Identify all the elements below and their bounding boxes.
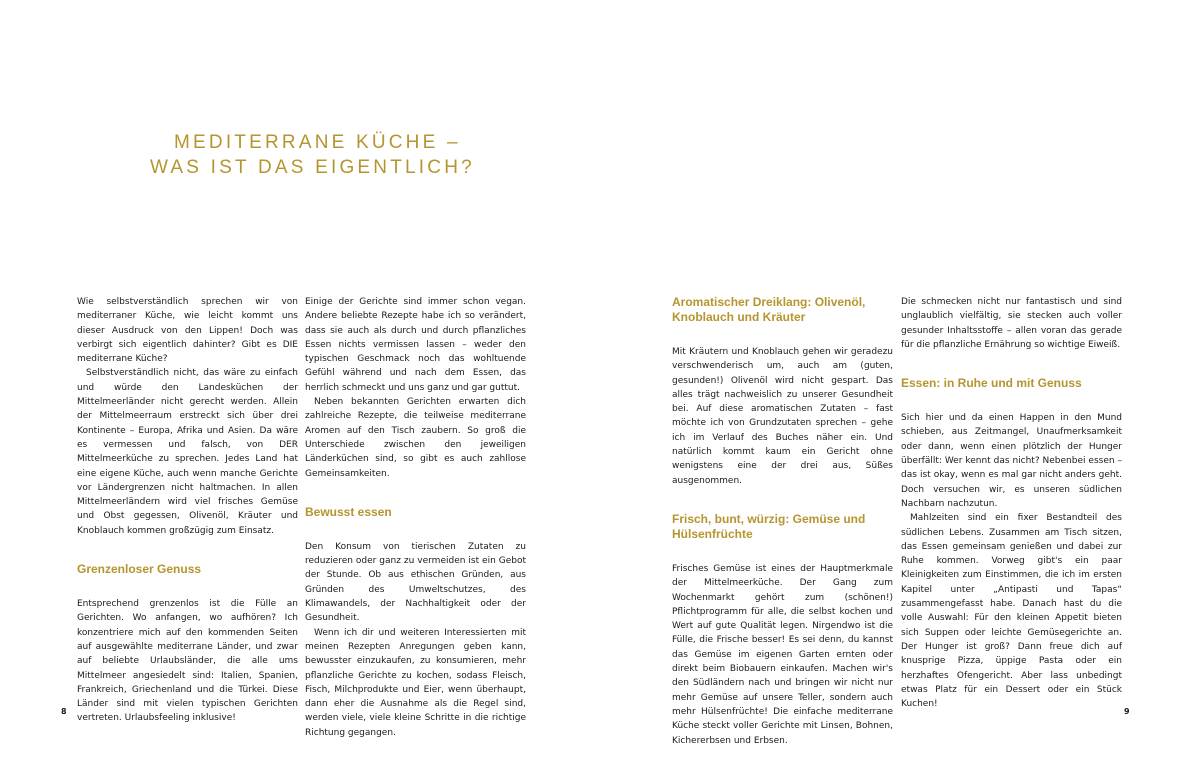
paragraph: Einige der Gerichte sind immer schon vegan. Andere beliebte Rezepte habe ich so verändert, dass sie auch als durch und durch pflanzliches Essen nichts vermissen lassen – weder den typischen Geschmack noch das wohltuende Gefühl während und nach dem Essen, das herrlich schmeckt und uns ganz und gar guttut. xyxy=(305,297,526,393)
page-number-right: 9 xyxy=(1124,707,1130,716)
title-line-1: MEDITERRANE KÜCHE – xyxy=(174,132,461,153)
section-heading-bewusst-essen: Bewusst essen xyxy=(305,504,392,519)
title-line-2: WAS IST DAS EIGENTLICH? xyxy=(150,157,475,178)
paragraph: Mit Kräutern und Knoblauch gehen wir geradezu verschwenderisch um, auch am (guten, gesunden!) Olivenöl wird nicht gespart. Das alles trägt nachweislich zu unserer Gesundheit bei. Auf diese aromatischen Zutaten – fast möchte ich von Grundzutaten sprechen – gehe ich im Verlauf des Buches näher ein. Und natürlich kommt kaum ein Gericht ohne wenigstens eine der drei aus, Süßes ausgenommen. xyxy=(672,347,893,486)
paragraph: Die schmecken nicht nur fantastisch und sind unglaublich vielfältig, sie stecken auch voller gesunder Inhaltsstoffe – allen voran das gerade für die pflanzliche Ernährung so wichtige Eiweiß. xyxy=(901,297,1122,350)
section-heading-grenzenloser-genuss: Grenzenloser Genuss xyxy=(77,562,202,577)
paragraph: Entsprechend grenzenlos ist die Fülle an Gerichten. Wo anfangen, wo aufhören? Ich konzentriere mich auf den kommenden Seiten auf ausgewählte mediterrane Länder, und zwar auf beliebte Urlaubsländer, die alle ums Mittelmeer angesiedelt sind: Italien, Spanien, Frankreich, Griechenland und die Türkei. Diese Länder sind mit vielen typischen Gerichten vertreten. Urlaubsfeeling inklusive! xyxy=(77,599,298,724)
section-heading-aromatischer-dreiklang: Aromatischer Dreiklang: Olivenöl, Knoblauch und Kräuter xyxy=(672,295,866,324)
text-column-2 xyxy=(305,295,526,740)
paragraph: Sich hier und da einen Happen in den Mund schieben, aus Zeitmangel, Unaufmerksamkeit oder dann, wenn einen plötzlich der Hunger überfällt: Wer kennt das nicht? Nebenbei essen – das ist okay, wenn es mal gar nicht anders geht. Doch versuchen wir, es unseren südlichen Nachbarn nachzutun. xyxy=(901,413,1122,509)
page-number-left: 8 xyxy=(61,707,67,716)
text-column-4 xyxy=(901,295,1122,711)
paragraph: Frisches Gemüse ist eines der Hauptmerkmale der Mittelmeerküche. Der Gang zum Wochenmarkt gehört zum (schönen!) Pflichtprogramm für alle, die selbst kochen und Wert auf gute Qualität legen. Nirgendwo ist die Fülle, die Frische besser! Es sei denn, du kannst das Gemüse im eigenen Garten ernten oder direkt beim Biobauern einkaufen. Machen wir's den Südländern nach und bringen wir nicht nur mehr Gemüse auf unsere Teller, sondern auch mehr Hülsenfrüchte! Die einfache mediterrane Küche steckt voller Gerichte mit Linsen, Bohnen, Kichererbsen und Erbsen. xyxy=(672,563,893,746)
paragraph: Mahlzeiten sind ein fixer Bestandteil des südlichen Lebens. Zusammen am Tisch sitzen, das Essen gemeinsam genießen und dabei zur Ruhe kommen. Vorweg gibt's ein paar Kleinigkeiten zum Einstimmen, die ich im ersten Kapitel unter „Antipasti und Tapas“ zusammengefasst habe. Danach hast du die volle Auswahl: Für den kleinen Appetit bieten sich Suppen oder leichte Gemüsegerichte an. Der Hunger ist groß? Dann freue dich auf knusprige Pizza, üppige Pasta oder ein herzhaftes Ofengericht. Aber lass unbedingt etwas Platz für ein Dessert oder ein Stück Kuchen! xyxy=(901,513,1122,710)
text-column-3 xyxy=(672,295,893,748)
paragraph: Den Konsum von tierischen Zutaten zu reduzieren oder ganz zu vermeiden ist ein Gebot der Stunde. Ob aus ethischen Gründen, aus Gründen des Umweltschutzes, des Klimawandels, der Nachhaltigkeit oder der Gesundheit. xyxy=(305,541,526,624)
page-title xyxy=(150,130,475,180)
paragraph: Neben bekannten Gerichten erwarten dich zahlreiche Rezepte, die teilweise mediterrane Aromen auf den Tisch zaubern. So groß die Unterschiede zwischen den jeweiligen Länderküchen sind, so gibt es auch zahllose Gemeinsamkeiten. xyxy=(305,397,526,479)
paragraph: Wenn ich dir und weiteren Interessierten mit meinen Rezepten Anregungen geben kann, bewusster einzukaufen, zu konsumieren, mehr pflanzliche Gerichte zu kochen, sodass Fleisch, Fisch, Milchprodukte und Eier, wenn überhaupt, dann eher die Ausnahme als die Regel sind, werden viele, viele kleine Schritte in die richtige Richtung gegangen. xyxy=(305,627,526,738)
text-column-1 xyxy=(77,295,298,726)
section-heading-frisch-bunt-wuerzig: Frisch, bunt, würzig: Gemüse und Hülsenfrüchte xyxy=(672,511,866,541)
paragraph: Selbstverständlich nicht, das wäre zu einfach und würde den Landesküchen der Mittelmeerländer nicht gerecht werden. Allein der Mittelmeerraum erstreckt sich über drei Kontinente – Europa, Afrika und Asien. Da wäre es vermessen und falsch, von DER Mittelmeerküche zu sprechen. Jedes Land hat eine eigene Küche, auch wenn manche Gerichte vor Ländergrenzen nicht haltmachen. In allen Mittelmeerländern wird viel frisches Gemüse und Obst gegessen, Olivenöl, Kräuter und Knoblauch kommen großzügig zum Einsatz. xyxy=(77,368,298,536)
paragraph: Wie selbstverständlich sprechen wir von mediterraner Küche, wie leicht kommt uns dieser Ausdruck von den Lippen! Doch was verbirgt sich eigentlich dahinter? Gibt es DIE mediterrane Küche? xyxy=(77,297,298,365)
section-heading-essen-in-ruhe: Essen: in Ruhe und mit Genuss xyxy=(901,376,1082,391)
